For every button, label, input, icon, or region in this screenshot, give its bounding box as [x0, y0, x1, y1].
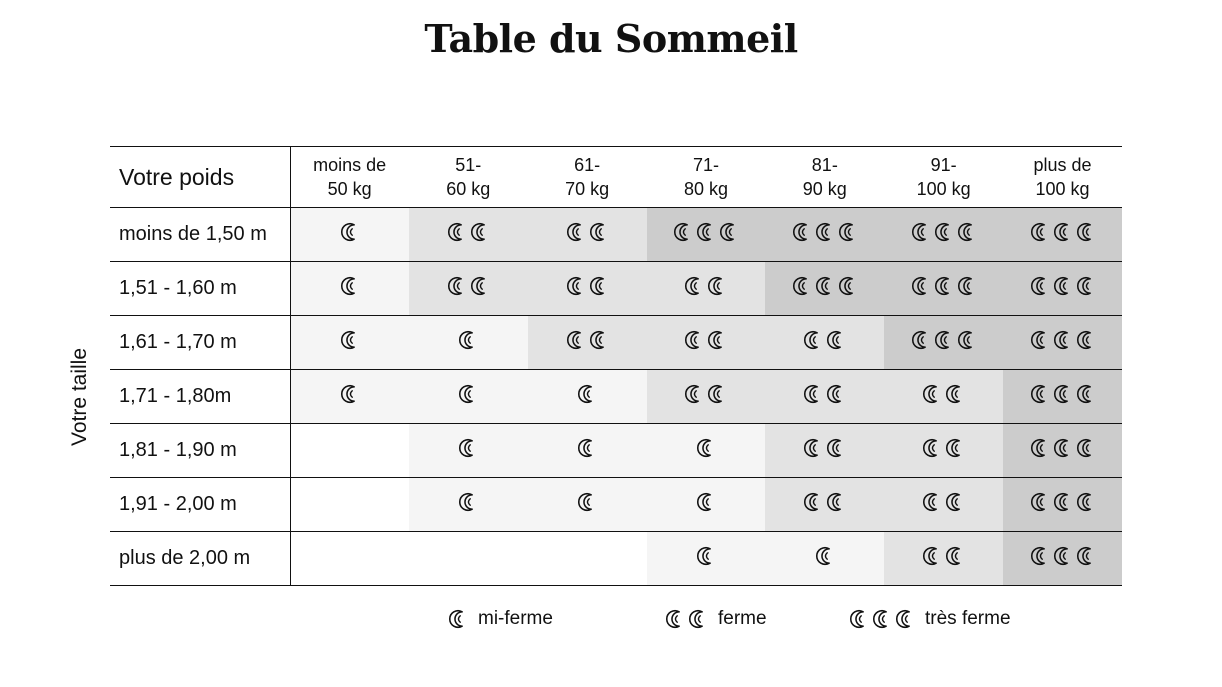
firmness-icons [921, 437, 966, 459]
crescent-moon-icon [446, 221, 468, 243]
firmness-cell [647, 370, 766, 424]
firmness-cell [528, 478, 647, 532]
table-row [110, 316, 1122, 370]
crescent-moon-icon [956, 329, 978, 351]
weight-header-line-2: 70 kg [565, 179, 610, 199]
legend-label: très ferme [925, 608, 1011, 629]
crescent-moon-icon [933, 221, 955, 243]
legend-icons [447, 608, 469, 630]
firmness-icons [921, 491, 966, 513]
crescent-moon-icon [814, 545, 836, 567]
weight-header-line-2: 90 kg [802, 179, 847, 199]
crescent-moon-icon [1052, 275, 1074, 297]
height-row-label: 1,61 - 1,70 m [110, 316, 290, 370]
firmness-cell [409, 262, 528, 316]
firmness-icons [1029, 275, 1097, 297]
crescent-moon-icon [1052, 545, 1074, 567]
page-title: Table du Sommeil [424, 16, 798, 61]
table-row [110, 370, 1122, 424]
crescent-moon-icon [565, 221, 587, 243]
firmness-icons [1029, 329, 1097, 351]
table-row [110, 532, 1122, 586]
firmness-icons [446, 221, 491, 243]
firmness-cell [765, 478, 884, 532]
weight-header-line-1: plus de [1033, 155, 1092, 175]
firmness-cell [647, 208, 766, 262]
crescent-moon-icon [695, 221, 717, 243]
firmness-cell [765, 316, 884, 370]
crescent-moon-icon [706, 383, 728, 405]
crescent-moon-icon [447, 608, 469, 630]
firmness-icons [339, 329, 361, 351]
firmness-cell [1003, 370, 1122, 424]
firmness-cell [765, 424, 884, 478]
crescent-moon-icon [1052, 437, 1074, 459]
crescent-moon-icon [339, 221, 361, 243]
crescent-moon-icon [457, 437, 479, 459]
weight-column-header [884, 147, 1003, 208]
crescent-moon-icon [1075, 275, 1097, 297]
firmness-icons [683, 275, 728, 297]
firmness-cell [528, 262, 647, 316]
firmness-cell [884, 316, 1003, 370]
weight-header-line-1: 51- [455, 155, 482, 175]
firmness-icons [921, 383, 966, 405]
weight-column-header [409, 147, 528, 208]
crescent-moon-icon [672, 221, 694, 243]
crescent-moon-icon [910, 275, 932, 297]
crescent-moon-icon [457, 491, 479, 513]
crescent-moon-icon [1075, 221, 1097, 243]
weight-header-line-2: 80 kg [683, 179, 728, 199]
firmness-icons [446, 275, 491, 297]
firmness-cell [884, 370, 1003, 424]
crescent-moon-icon [1075, 491, 1097, 513]
crescent-moon-icon [1029, 491, 1051, 513]
legend-label: mi-ferme [478, 608, 553, 629]
firmness-cell [765, 532, 884, 586]
firmness-cell [1003, 424, 1122, 478]
firmness-icons [457, 437, 479, 459]
weight-header-line-2: 60 kg [446, 179, 491, 199]
weight-column-header [765, 147, 884, 208]
firmness-icons [802, 329, 847, 351]
firmness-cell [647, 478, 766, 532]
firmness-cell [290, 478, 409, 532]
firmness-icons [565, 221, 610, 243]
weight-header-line-1: 61- [574, 155, 601, 175]
firmness-cell [409, 208, 528, 262]
legend-icons [848, 608, 916, 630]
firmness-icons [339, 221, 361, 243]
crescent-moon-icon [457, 383, 479, 405]
crescent-moon-icon [1052, 383, 1074, 405]
firmness-cell [528, 208, 647, 262]
table-row [110, 424, 1122, 478]
crescent-moon-icon [339, 383, 361, 405]
crescent-moon-icon [1029, 221, 1051, 243]
crescent-moon-icon [802, 437, 824, 459]
crescent-moon-icon [1075, 545, 1097, 567]
firmness-cell [647, 424, 766, 478]
firmness-icons [457, 329, 479, 351]
firmness-cell [884, 532, 1003, 586]
crescent-moon-icon [944, 545, 966, 567]
firmness-cell [528, 316, 647, 370]
crescent-moon-icon [588, 221, 610, 243]
firmness-cell [290, 316, 409, 370]
weight-header-line-2: 50 kg [327, 179, 372, 199]
table-row [110, 208, 1122, 262]
firmness-icons [695, 545, 717, 567]
firmness-cell [409, 424, 528, 478]
firmness-icons [910, 329, 978, 351]
weight-column-header [290, 147, 409, 208]
crescent-moon-icon [933, 329, 955, 351]
weight-axis-label: Votre poids [110, 147, 290, 208]
firmness-icons [1029, 545, 1097, 567]
crescent-moon-icon [956, 275, 978, 297]
crescent-moon-icon [802, 329, 824, 351]
table-row [110, 262, 1122, 316]
crescent-moon-icon [683, 275, 705, 297]
crescent-moon-icon [469, 221, 491, 243]
height-row-label: moins de 1,50 m [110, 208, 290, 262]
crescent-moon-icon [1075, 437, 1097, 459]
firmness-icons [576, 437, 598, 459]
legend-icons [664, 608, 709, 630]
firmness-cell [528, 532, 647, 586]
weight-header-line-2: 100 kg [1035, 179, 1090, 199]
firmness-icons [339, 275, 361, 297]
firmness-cell [1003, 208, 1122, 262]
firmness-icons [791, 221, 859, 243]
firmness-icons [1029, 221, 1097, 243]
crescent-moon-icon [706, 329, 728, 351]
firmness-icons [457, 491, 479, 513]
firmness-icons [565, 275, 610, 297]
crescent-moon-icon [814, 221, 836, 243]
crescent-moon-icon [894, 608, 916, 630]
height-axis-label: Votre taille [68, 347, 91, 447]
firmness-icons [576, 491, 598, 513]
firmness-cell [290, 424, 409, 478]
firmness-icons [1029, 383, 1097, 405]
firmness-icons [910, 221, 978, 243]
firmness-cell [409, 478, 528, 532]
table-body [110, 208, 1122, 586]
crescent-moon-icon [339, 275, 361, 297]
firmness-icons [1029, 437, 1097, 459]
firmness-cell [409, 370, 528, 424]
crescent-moon-icon [814, 275, 836, 297]
height-row-label: plus de 2,00 m [110, 532, 290, 586]
firmness-cell [647, 316, 766, 370]
firmness-cell [290, 370, 409, 424]
firmness-cell [1003, 478, 1122, 532]
firmness-icons [921, 545, 966, 567]
crescent-moon-icon [1052, 491, 1074, 513]
firmness-icons [695, 437, 717, 459]
firmness-icons [814, 545, 836, 567]
crescent-moon-icon [956, 221, 978, 243]
firmness-cell [528, 424, 647, 478]
firmness-cell [765, 262, 884, 316]
firmness-cell [647, 262, 766, 316]
crescent-moon-icon [802, 383, 824, 405]
firmness-cell [884, 424, 1003, 478]
firmness-cell [409, 316, 528, 370]
legend-item-ferme [664, 604, 767, 634]
crescent-moon-icon [1029, 383, 1051, 405]
firmness-icons [791, 275, 859, 297]
crescent-moon-icon [565, 329, 587, 351]
firmness-icons [802, 491, 847, 513]
crescent-moon-icon [825, 491, 847, 513]
crescent-moon-icon [837, 275, 859, 297]
crescent-moon-icon [706, 275, 728, 297]
firmness-cell [765, 208, 884, 262]
crescent-moon-icon [848, 608, 870, 630]
weight-header-line-1: 91- [930, 155, 957, 175]
legend-item-tres-ferme [848, 604, 1011, 634]
height-row-label: 1,91 - 2,00 m [110, 478, 290, 532]
crescent-moon-icon [944, 383, 966, 405]
firmness-cell [647, 532, 766, 586]
legend-item-mi-ferme [447, 604, 553, 634]
crescent-moon-icon [664, 608, 686, 630]
header-row [110, 147, 1122, 208]
firmness-cell [409, 532, 528, 586]
firmness-icons [565, 329, 610, 351]
crescent-moon-icon [1029, 545, 1051, 567]
firmness-icons [910, 275, 978, 297]
crescent-moon-icon [944, 437, 966, 459]
crescent-moon-icon [1029, 329, 1051, 351]
crescent-moon-icon [791, 221, 813, 243]
firmness-cell [765, 370, 884, 424]
weight-column-header [1003, 147, 1122, 208]
firmness-icons [802, 383, 847, 405]
table-row [110, 478, 1122, 532]
crescent-moon-icon [871, 608, 893, 630]
crescent-moon-icon [933, 275, 955, 297]
crescent-moon-icon [825, 437, 847, 459]
crescent-moon-icon [576, 383, 598, 405]
crescent-moon-icon [944, 491, 966, 513]
firmness-cell [1003, 316, 1122, 370]
firmness-icons [672, 221, 740, 243]
height-row-label: 1,51 - 1,60 m [110, 262, 290, 316]
legend-label: ferme [718, 608, 767, 629]
crescent-moon-icon [588, 329, 610, 351]
crescent-moon-icon [921, 545, 943, 567]
crescent-moon-icon [1029, 275, 1051, 297]
crescent-moon-icon [588, 275, 610, 297]
crescent-moon-icon [695, 545, 717, 567]
crescent-moon-icon [837, 221, 859, 243]
crescent-moon-icon [910, 329, 932, 351]
crescent-moon-icon [469, 275, 491, 297]
crescent-moon-icon [1052, 221, 1074, 243]
firmness-cell [1003, 262, 1122, 316]
crescent-moon-icon [802, 491, 824, 513]
crescent-moon-icon [921, 437, 943, 459]
crescent-moon-icon [683, 329, 705, 351]
firmness-cell [1003, 532, 1122, 586]
firmness-cell [290, 208, 409, 262]
crescent-moon-icon [683, 383, 705, 405]
firmness-icons [695, 491, 717, 513]
crescent-moon-icon [825, 329, 847, 351]
crescent-moon-icon [718, 221, 740, 243]
firmness-cell [290, 262, 409, 316]
crescent-moon-icon [921, 491, 943, 513]
firmness-cell [884, 262, 1003, 316]
firmness-icons [457, 383, 479, 405]
crescent-moon-icon [695, 491, 717, 513]
crescent-moon-icon [446, 275, 468, 297]
height-row-label: 1,71 - 1,80m [110, 370, 290, 424]
crescent-moon-icon [339, 329, 361, 351]
weight-column-header [528, 147, 647, 208]
crescent-moon-icon [1075, 329, 1097, 351]
crescent-moon-icon [791, 275, 813, 297]
weight-header-line-2: 100 kg [916, 179, 971, 199]
crescent-moon-icon [825, 383, 847, 405]
crescent-moon-icon [576, 491, 598, 513]
firmness-icons [683, 329, 728, 351]
firmness-cell [884, 478, 1003, 532]
height-row-label: 1,81 - 1,90 m [110, 424, 290, 478]
crescent-moon-icon [687, 608, 709, 630]
sleep-table [110, 146, 1122, 586]
crescent-moon-icon [457, 329, 479, 351]
firmness-icons [576, 383, 598, 405]
firmness-cell [884, 208, 1003, 262]
weight-column-header [647, 147, 766, 208]
crescent-moon-icon [1052, 329, 1074, 351]
firmness-cell [528, 370, 647, 424]
firmness-icons [802, 437, 847, 459]
crescent-moon-icon [695, 437, 717, 459]
weight-header-line-1: 81- [811, 155, 838, 175]
crescent-moon-icon [565, 275, 587, 297]
crescent-moon-icon [910, 221, 932, 243]
firmness-icons [339, 383, 361, 405]
firmness-cell [290, 532, 409, 586]
crescent-moon-icon [921, 383, 943, 405]
weight-header-line-1: 71- [692, 155, 719, 175]
crescent-moon-icon [576, 437, 598, 459]
crescent-moon-icon [1075, 383, 1097, 405]
crescent-moon-icon [1029, 437, 1051, 459]
firmness-icons [1029, 491, 1097, 513]
weight-header-line-1: moins de [313, 155, 387, 175]
firmness-icons [683, 383, 728, 405]
